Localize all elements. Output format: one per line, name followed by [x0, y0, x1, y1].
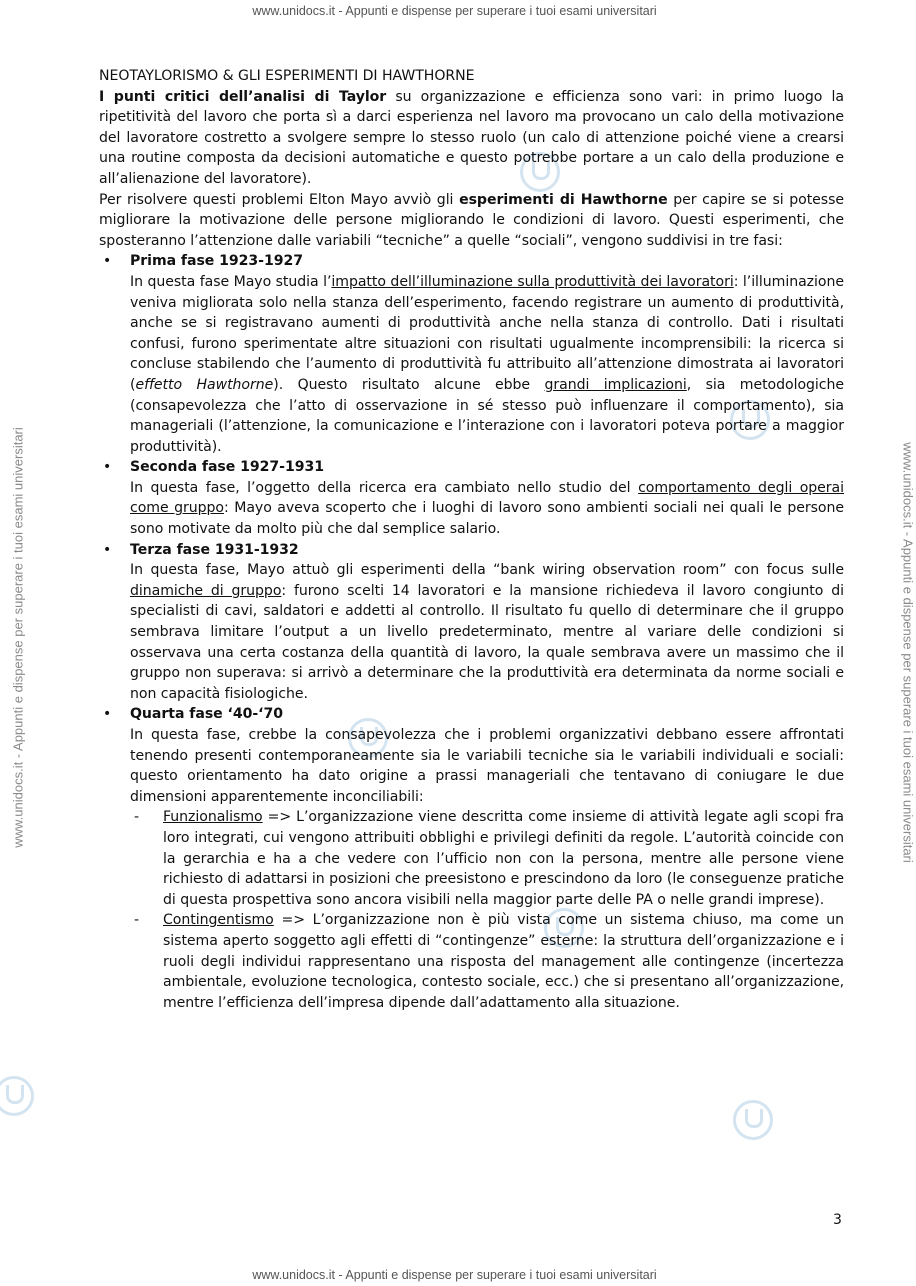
- intro-text: su organizzazione e efficienza sono vari: in primo luogo la ripetitività del lavoro che porta sì a darci esperienza nel lavoro ma provocano un calo della motivazione del lavoratore costretto a svolgere sempre lo stesso ruolo (un calo di attenzione poiché viene a crearsi una routine composta da decisioni automatiche e questo potrebbe portare a un calo della produzione e all’alienazione del lavoratore).: [99, 88, 844, 187]
- approach-text: => L’organizzazione non è più vista come un sistema chiuso, ma come un sistema aperto soggetto agli effetti di “contingenze” esterne: la struttura dell’organizzazione e i ruoli degli individui rappresentano una risposta del management alle contingenze (incertezza ambientale, evoluzione tecnologica, contesto sociale, ecc.) che si presentano all’organizzazione, mentre l’efficienza dell’impresa dipende dall’adattamento alla situazione.: [163, 912, 844, 1011]
- document-title: NEOTAYLORISMO & GLI ESPERIMENTI DI HAWTHORNE: [99, 68, 475, 84]
- phase-item: [99, 704, 844, 1013]
- phases-list: [99, 251, 844, 1013]
- phase-title: • Terza fase 1931-1932: [130, 541, 299, 558]
- underlined-phrase: dinamiche di gruppo: [130, 582, 282, 599]
- phase-title: • Quarta fase ‘40-‘70: [130, 706, 283, 723]
- phase-text: In questa fase Mayo studia l’impatto dell’illuminazione sulla produttività dei lavoratori: l’illuminazione veniva migliorata solo nella stanza dell’esperimento, facendo registrare un aumento di produttività, anche se si registravano aumenti di produttività anche nella stanza di controllo. Dati i risultati confusi, furono sperimentate altre situazioni con risultati ugualmente incomprensibili: la ricerca si concluse stabilendo che l’aumento di produttività fu attribuito all’attenzione dimostrata ai lavoratori (effetto Hawthorne). Questo risultato alcune ebbe grandi implicazioni, sia metodologiche (consapevolezza che l’atto di osservazione in sé stesso può influenzare il comportamento), sia manageriali (l’attenzione, la comunicazione e l’interazione con i lavoratori poteva portare a maggior produttività).: [130, 273, 845, 455]
- intro2-text: Per risolvere questi problemi Elton Mayo avviò gli: [99, 191, 460, 208]
- intro2-bold: esperimenti di Hawthorne: [459, 191, 668, 208]
- approaches-list: [130, 807, 844, 1013]
- document-body: [99, 66, 844, 1013]
- watermark-logo-icon: [0, 1076, 34, 1116]
- intro-paragraph: [99, 87, 844, 190]
- watermark-side-left: www.unidocs.it - Appunti e dispense per superare i tuoi esami universitari: [10, 427, 26, 848]
- phase-text: In questa fase, Mayo attuò gli esperimenti della “bank wiring observation room” con focus sulle dinamiche di gruppo: furono scelti 14 lavoratori e la mansione richiedeva il lavoro congiunto di specialisti di cavi, saldatori e addetti al controllo. Il risultato fu quello di determinare che il gruppo sembrava limitare l’output a un livello predeterminato, mentre al variare delle condizioni si osservava una certa costanza della quantità di lavoro, la quale sembrava avere un massimo che il gruppo non superava: si arrivò a determinare che la produttività era determinata da norme sociali e non capacità fisiologiche.: [130, 562, 844, 702]
- approach-name: Funzionalismo: [163, 809, 263, 826]
- phase-text: In questa fase, l’oggetto della ricerca era cambiato nello studio del comportamento degli operai come gruppo: Mayo aveva scoperto che i luoghi di lavoro sono ambienti sociali nei quali le persone sono motivate da molto più che dal semplice salario.: [130, 479, 845, 538]
- approach-text: => L’organizzazione viene descritta come insieme di attività legate agli scopi fra loro integrati, cui vengono attribuiti obblighi e privilegi definiti da regole. L’autorità coincide con la gerarchia e ha a che vedere con l’ufficio non con la persona, mentre alle persone viene richiesto di adattarsi in posizioni che preesistono e prescindono da loro (le conseguenze pratiche di questa prospettiva sono ancora visibili nella maggior parte delle PA o nelle grandi imprese).: [163, 809, 844, 908]
- page-number: 3: [833, 1212, 842, 1228]
- intro-bold: I punti critici dell’analisi di Taylor: [99, 88, 387, 105]
- approach-item: [130, 807, 844, 910]
- phase-title: • Prima fase 1923-1927: [130, 253, 304, 270]
- watermark-header: www.unidocs.it - Appunti e dispense per superare i tuoi esami universitari: [252, 4, 657, 18]
- approach-name: Contingentismo: [163, 912, 274, 929]
- underlined-phrase: comportamento degli operai come gruppo: [130, 479, 845, 517]
- watermark-side-right: www.unidocs.it - Appunti e dispense per superare i tuoi esami universitari: [900, 442, 916, 863]
- intro2-text-after: per capire se si potesse migliorare la motivazione delle persone migliorando le condizioni di lavoro. Questi esperimenti, che sposteranno l’attenzione dalle variabili “tecniche” a quelle “sociali”, vengono suddivisi in tre fasi:: [99, 191, 845, 249]
- underlined-phrase: grandi implicazioni: [544, 376, 687, 393]
- phase-title: • Seconda fase 1927-1931: [130, 459, 324, 476]
- phase-item: [99, 457, 844, 539]
- phase-text: In questa fase, crebbe la consapevolezza che i problemi organizzativi debbano essere affrontati tenendo presenti contemporaneamente sia le variabili tecniche sia le variabili individuali e sociali: questo orientamento ha dato origine a prassi manageriali che tentavano di coniugare le due dimensioni apparentemente inconciliabili:: [130, 727, 844, 805]
- approach-item: [130, 910, 844, 1013]
- intro2-paragraph: [99, 190, 844, 252]
- phase-item: [99, 540, 844, 705]
- italic-phrase: effetto Hawthorne: [135, 376, 274, 393]
- underlined-phrase: impatto dell’illuminazione sulla produttività dei lavoratori: [331, 273, 734, 290]
- phase-item: [99, 251, 844, 457]
- watermark-logo-icon: [733, 1100, 773, 1140]
- watermark-footer: www.unidocs.it - Appunti e dispense per superare i tuoi esami universitari: [252, 1268, 657, 1282]
